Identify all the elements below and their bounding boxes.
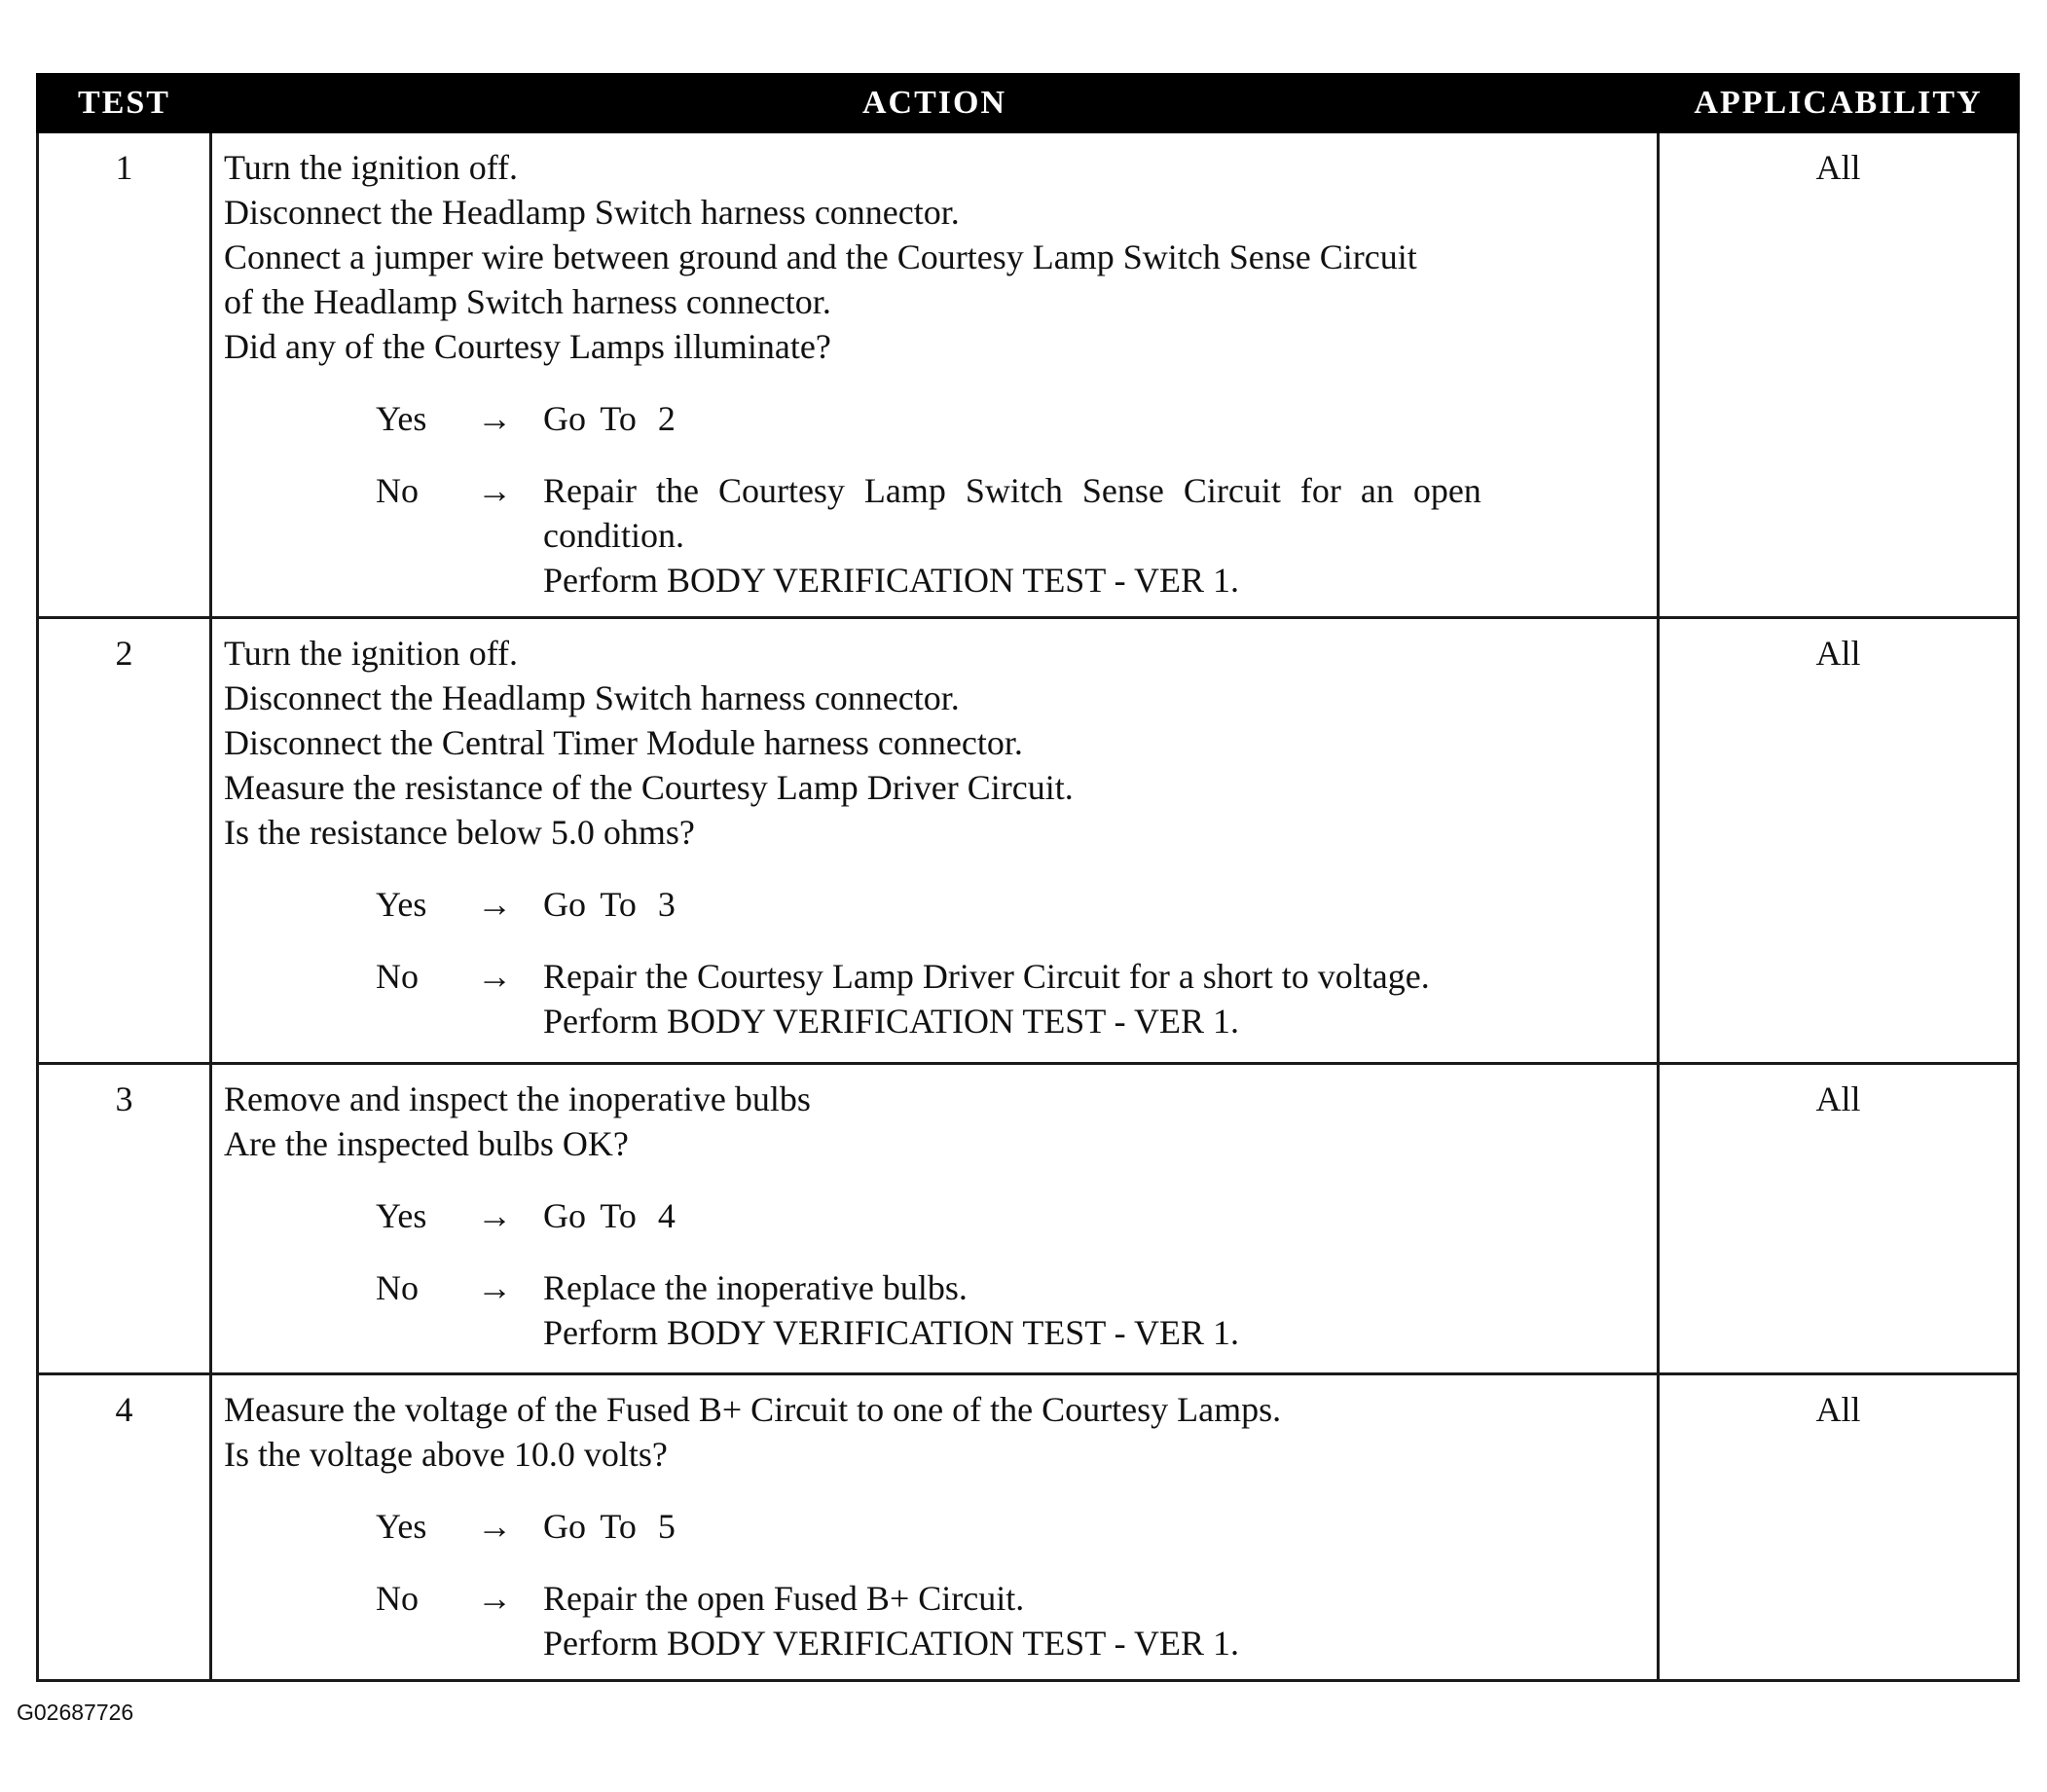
no-label: No (376, 1268, 419, 1307)
no-result-line: Perform BODY VERIFICATION TEST - VER 1. (543, 1002, 1240, 1041)
test-number: 2 (38, 618, 211, 1064)
goto-reference (543, 1504, 1647, 1549)
action-question: Did any of the Courtesy Lamps illuminate? (224, 327, 831, 366)
no-result-line: Perform BODY VERIFICATION TEST - VER 1. (543, 1313, 1240, 1352)
no-result-line: condition. (543, 516, 684, 555)
yes-label: Yes (376, 885, 427, 924)
table-row (38, 132, 2019, 618)
goto-label: Go To (543, 1507, 637, 1546)
yes-response (376, 1193, 1647, 1238)
diagnostic-test-table (36, 73, 2020, 1682)
action-cell (211, 1064, 1659, 1374)
arrow-icon: → (477, 885, 512, 924)
goto-reference (543, 1193, 1647, 1238)
goto-target: 4 (657, 1196, 676, 1235)
no-result (543, 1265, 1647, 1355)
no-response (376, 954, 1647, 1043)
test-number: 4 (38, 1374, 211, 1681)
diagnostic-document (36, 73, 2017, 1682)
action-step: Disconnect the Headlamp Switch harness connector. (224, 678, 960, 717)
goto-target: 5 (657, 1507, 676, 1546)
applicability-cell: All (1659, 1064, 2019, 1374)
goto-label: Go To (543, 1196, 637, 1235)
yes-label: Yes (376, 1196, 427, 1235)
action-step: Remove and inspect the inoperative bulbs (224, 1079, 811, 1118)
figure-id: G02687726 (17, 1700, 134, 1725)
action-step: Disconnect the Central Timer Module harness connector. (224, 723, 1023, 762)
yes-response (376, 1504, 1647, 1549)
goto-reference (543, 396, 1647, 441)
action-step: Measure the resistance of the Courtesy Lamp Driver Circuit. (224, 768, 1074, 807)
applicability-cell: All (1659, 1374, 2019, 1681)
no-result-line: Repair the Courtesy Lamp Driver Circuit for a short to voltage. (543, 957, 1430, 996)
header-action: ACTION (211, 75, 1659, 132)
header-test: TEST (38, 75, 211, 132)
action-step: Connect a jumper wire between ground and the Courtesy Lamp Switch Sense Circuit (224, 238, 1417, 276)
action-question: Are the inspected bulbs OK? (224, 1124, 629, 1163)
applicability-cell: All (1659, 132, 2019, 618)
action-step: of the Headlamp Switch harness connector. (224, 282, 831, 321)
header-applicability: APPLICABILITY (1659, 75, 2019, 132)
no-response (376, 468, 1647, 603)
no-result-line: Repair the open Fused B+ Circuit. (543, 1579, 1025, 1618)
goto-label: Go To (543, 399, 637, 438)
yes-label: Yes (376, 399, 427, 438)
test-number: 1 (38, 132, 211, 618)
yes-label: Yes (376, 1507, 427, 1546)
action-cell (211, 618, 1659, 1064)
action-question: Is the resistance below 5.0 ohms? (224, 813, 695, 852)
no-label: No (376, 957, 419, 996)
table-row (38, 1374, 2019, 1681)
no-response (376, 1265, 1647, 1355)
table-row (38, 618, 2019, 1064)
goto-reference (543, 882, 1647, 927)
goto-label: Go To (543, 885, 637, 924)
yes-response (376, 882, 1647, 927)
no-label: No (376, 1579, 419, 1618)
no-result (543, 1576, 1647, 1665)
arrow-icon: → (477, 1268, 512, 1307)
arrow-icon: → (477, 471, 512, 510)
no-result-line: Perform BODY VERIFICATION TEST - VER 1. (543, 1624, 1240, 1663)
arrow-icon: → (477, 1579, 512, 1618)
action-step: Disconnect the Headlamp Switch harness connector. (224, 193, 960, 232)
arrow-icon: → (477, 957, 512, 996)
arrow-icon: → (477, 399, 512, 438)
no-result-line: Replace the inoperative bulbs. (543, 1268, 968, 1307)
action-question: Is the voltage above 10.0 volts? (224, 1435, 668, 1474)
action-step: Measure the voltage of the Fused B+ Circuit to one of the Courtesy Lamps. (224, 1390, 1282, 1429)
no-result-line: Perform BODY VERIFICATION TEST - VER 1. (543, 561, 1240, 600)
table-header-row (38, 75, 2019, 132)
goto-target: 2 (657, 399, 676, 438)
no-response (376, 1576, 1647, 1665)
action-step: Turn the ignition off. (224, 634, 519, 673)
test-number: 3 (38, 1064, 211, 1374)
yes-response (376, 396, 1647, 441)
no-result-line: Repair the Courtesy Lamp Switch Sense Circuit for an open (543, 471, 1481, 510)
no-label: No (376, 471, 419, 510)
applicability-cell: All (1659, 618, 2019, 1064)
table-row (38, 1064, 2019, 1374)
arrow-icon: → (477, 1196, 512, 1235)
no-result (543, 954, 1647, 1043)
action-cell (211, 132, 1659, 618)
action-cell (211, 1374, 1659, 1681)
no-result (543, 468, 1647, 603)
action-step: Turn the ignition off. (224, 148, 519, 187)
goto-target: 3 (657, 885, 676, 924)
arrow-icon: → (477, 1507, 512, 1546)
